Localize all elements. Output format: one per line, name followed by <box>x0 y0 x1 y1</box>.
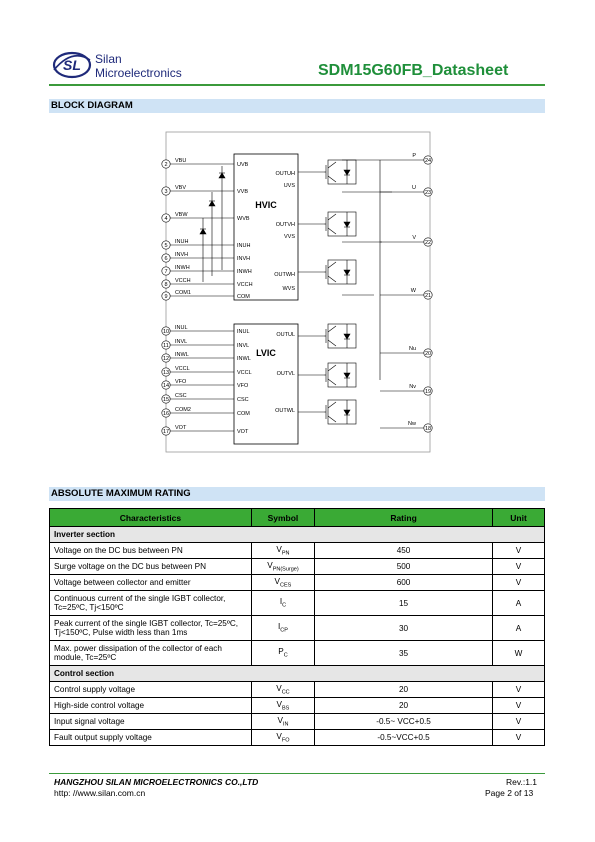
table-header-row <box>50 509 545 527</box>
pin-name: COM2 <box>175 407 191 413</box>
right-pin <box>380 235 432 246</box>
table-row <box>50 714 545 730</box>
cell-symbol: $I_C$ <box>251 591 314 616</box>
pin-name: VCCL <box>175 366 190 372</box>
header-unit: Unit <box>493 509 545 527</box>
lvic-pin-label: INVL <box>237 343 250 349</box>
pin-number: 10 <box>162 329 170 335</box>
cell-symbol: $V_{IN}$ <box>251 714 314 730</box>
pin-number: 11 <box>163 343 169 349</box>
left-pin <box>162 339 234 349</box>
pin-number: 18 <box>424 426 432 432</box>
pin-name: COM1 <box>175 290 191 296</box>
left-pin <box>162 158 234 168</box>
left-pin <box>162 325 234 335</box>
lvic-pin-label: VCCL <box>237 370 252 376</box>
section-row-inverter <box>50 527 545 543</box>
cell-unit: A <box>493 591 545 616</box>
hvic-pin-label: VCCH <box>237 282 253 288</box>
svg-text:SL: SL <box>63 57 81 73</box>
left-pin <box>162 212 234 222</box>
pin-name: Nv <box>409 384 416 390</box>
pin-number: 9 <box>164 294 168 300</box>
cell-characteristic: High-side control voltage <box>50 698 252 714</box>
cell-rating: -0.5~ VCC+0.5 <box>315 714 493 730</box>
cell-rating: 20 <box>315 698 493 714</box>
cell-unit: V <box>493 698 545 714</box>
left-pin <box>162 278 234 288</box>
pin-number: 5 <box>164 243 168 249</box>
pin-number: 8 <box>164 282 168 288</box>
cell-unit: V <box>493 559 545 575</box>
pin-name: VCCH <box>175 278 191 284</box>
left-pin <box>162 352 234 362</box>
table-row <box>50 698 545 714</box>
hvic-output-label: OUTVH <box>275 222 295 228</box>
igbt-symbol <box>298 260 356 284</box>
cell-characteristic: Max. power dissipation of the collector of each module, Tc=25ºC <box>50 641 252 666</box>
pin-name: INUL <box>175 325 188 331</box>
pin-name: VFO <box>175 379 187 385</box>
right-pin <box>380 384 432 395</box>
lvic-pin-label: INWL <box>237 356 251 362</box>
cell-symbol: $V_{FO}$ <box>251 730 314 746</box>
left-pin <box>162 239 234 249</box>
left-pin <box>162 425 234 435</box>
igbt-symbol <box>298 160 356 184</box>
pin-name: INWH <box>175 265 190 271</box>
cell-characteristic: Control supply voltage <box>50 682 252 698</box>
pin-name: U <box>412 185 416 191</box>
cell-symbol: $V_{PN(Surge)}$ <box>251 559 314 575</box>
block-diagram <box>160 130 436 454</box>
pin-name: CSC <box>175 393 187 399</box>
footer-revision: Rev.:1.1 <box>506 777 538 787</box>
cell-symbol: $V_{BS}$ <box>251 698 314 714</box>
igbt-symbol <box>298 324 356 348</box>
cell-characteristic: Input signal voltage <box>50 714 252 730</box>
cell-rating: -0.5~VCC+0.5 <box>315 730 493 746</box>
left-pin <box>162 379 234 389</box>
section-title-block-diagram: BLOCK DIAGRAM <box>51 100 133 111</box>
cell-rating: 500 <box>315 559 493 575</box>
hvic-pin-label: INWH <box>237 269 252 275</box>
pin-number: 22 <box>424 240 432 246</box>
right-pin <box>380 185 432 196</box>
hvic-output-label: OUTUH <box>275 171 295 177</box>
igbt-symbol <box>298 212 356 236</box>
pin-number: 17 <box>162 429 170 435</box>
pin-name: INVH <box>175 252 189 258</box>
pin-number: 19 <box>424 389 432 395</box>
pin-number: 3 <box>164 189 168 195</box>
hvic-pin-label: INUH <box>237 243 251 249</box>
pin-number: 16 <box>162 411 170 417</box>
lvic-output-label: OUTVL <box>276 371 295 377</box>
cell-rating: 600 <box>315 575 493 591</box>
pin-name: INWL <box>175 352 189 358</box>
pin-number: 6 <box>164 256 168 262</box>
table-row <box>50 559 545 575</box>
hvic-output-label: OUTWH <box>274 272 295 278</box>
cell-symbol: $P_C$ <box>251 641 314 666</box>
header-rule <box>49 84 545 86</box>
pin-number: 7 <box>164 269 168 275</box>
section-row-control <box>50 666 545 682</box>
pin-name: VOT <box>175 425 187 431</box>
cell-characteristic: Fault output supply voltage <box>50 730 252 746</box>
section-label: Inverter section <box>50 527 545 543</box>
left-pin <box>162 185 234 195</box>
cell-characteristic: Voltage between collector and emitter <box>50 575 252 591</box>
pin-name: INUH <box>175 239 189 245</box>
hvic-pin-label: COM <box>237 294 250 300</box>
lvic-pin-label: CSC <box>237 397 249 403</box>
hvic-pin-label: WVB <box>237 216 250 222</box>
lvic-output-label: OUTUL <box>276 332 295 338</box>
pin-name: INVL <box>175 339 188 345</box>
table-row <box>50 730 545 746</box>
left-pin <box>162 265 234 275</box>
lvic-pin-label: INUL <box>237 329 250 335</box>
cell-characteristic: Peak current of the single IGBT collector, Tc=25ºC, Tj<150ºC, Pulse width less than 1ms <box>50 616 252 641</box>
table-row <box>50 616 545 641</box>
hvic-pin-label: UVB <box>237 162 249 168</box>
footer-page-number: Page 2 of 13 <box>485 788 534 798</box>
pin-name: P <box>412 153 416 159</box>
cell-unit: V <box>493 575 545 591</box>
igbt-symbol <box>298 363 356 387</box>
footer-company: HANGZHOU SILAN MICROELECTRONICS CO.,LTD <box>54 777 259 787</box>
pin-number: 23 <box>424 190 432 196</box>
company-name <box>95 52 182 80</box>
pin-number: 2 <box>164 162 168 168</box>
header-characteristics: Characteristics <box>50 509 252 527</box>
right-pin <box>380 346 432 357</box>
hvic-pin-label: VVB <box>237 189 249 195</box>
section-title-abs-max: ABSOLUTE MAXIMUM RATING <box>51 488 191 499</box>
hvic-pin-label: INVH <box>237 256 251 262</box>
pin-name: VBV <box>175 185 187 191</box>
left-pin <box>162 290 234 300</box>
cell-unit: A <box>493 616 545 641</box>
hvic-output-label: UVS <box>283 183 295 189</box>
hvic-output-label: WVS <box>282 286 295 292</box>
silan-logo <box>52 50 92 80</box>
pin-name: V <box>412 235 416 241</box>
hvic-label: HVIC <box>255 200 277 210</box>
pin-number: 13 <box>162 370 170 376</box>
cell-symbol: $V_{PN}$ <box>251 543 314 559</box>
pin-number: 24 <box>424 158 432 164</box>
company-line-2: Microelectronics <box>95 66 182 80</box>
left-pin <box>162 393 234 403</box>
cell-unit: V <box>493 682 545 698</box>
cell-rating: 35 <box>315 641 493 666</box>
cell-unit: V <box>493 543 545 559</box>
cell-rating: 30 <box>315 616 493 641</box>
left-pin <box>162 366 234 376</box>
pin-name: Nw <box>408 421 416 427</box>
cell-rating: 15 <box>315 591 493 616</box>
pin-number: 21 <box>424 293 432 299</box>
header-symbol: Symbol <box>251 509 314 527</box>
table-row <box>50 543 545 559</box>
hvic-output-label: VVS <box>283 234 295 240</box>
lvic-output-label: OUTWL <box>275 408 295 414</box>
lvic-pin-label: COM <box>237 411 250 417</box>
header-rating: Rating <box>315 509 493 527</box>
left-pin <box>162 407 234 417</box>
pin-number: 12 <box>162 356 170 362</box>
table-row <box>50 682 545 698</box>
footer-rule <box>49 773 545 774</box>
cell-rating: 20 <box>315 682 493 698</box>
cell-characteristic: Surge voltage on the DC bus between PN <box>50 559 252 575</box>
right-pin <box>380 153 432 164</box>
pin-number: 14 <box>162 383 170 389</box>
cell-characteristic: Continuous current of the single IGBT collector, Tc=25ºC, Tj<150ºC <box>50 591 252 616</box>
cell-unit: V <box>493 730 545 746</box>
right-pin <box>380 421 432 432</box>
table-row <box>50 641 545 666</box>
cell-unit: W <box>493 641 545 666</box>
table-row <box>50 575 545 591</box>
cell-rating: 450 <box>315 543 493 559</box>
abs-max-rating-table <box>49 508 545 746</box>
cell-symbol: $V_{CC}$ <box>251 682 314 698</box>
cell-symbol: $V_{CES}$ <box>251 575 314 591</box>
left-pin <box>162 252 234 262</box>
lvic-pin-label: VOT <box>237 429 249 435</box>
footer-url[interactable]: http: //www.silan.com.cn <box>54 788 146 798</box>
pin-name: Nu <box>408 346 416 352</box>
pin-name: VBW <box>175 212 188 218</box>
section-label: Control section <box>50 666 545 682</box>
cell-unit: V <box>493 714 545 730</box>
right-pin <box>380 288 432 299</box>
pin-number: 20 <box>424 351 432 357</box>
pin-number: 15 <box>162 397 170 403</box>
cell-symbol: $I_{CP}$ <box>251 616 314 641</box>
cell-characteristic: Voltage on the DC bus between PN <box>50 543 252 559</box>
table-row <box>50 591 545 616</box>
pin-number: 4 <box>164 216 168 222</box>
lvic-label: LVIC <box>256 348 276 358</box>
pin-name: VBU <box>175 158 187 164</box>
company-line-1: Silan <box>95 52 122 66</box>
igbt-symbol <box>298 400 356 424</box>
lvic-pin-label: VFO <box>237 383 249 389</box>
document-title: SDM15G60FB_Datasheet <box>318 62 509 79</box>
pin-name: W <box>410 288 416 294</box>
